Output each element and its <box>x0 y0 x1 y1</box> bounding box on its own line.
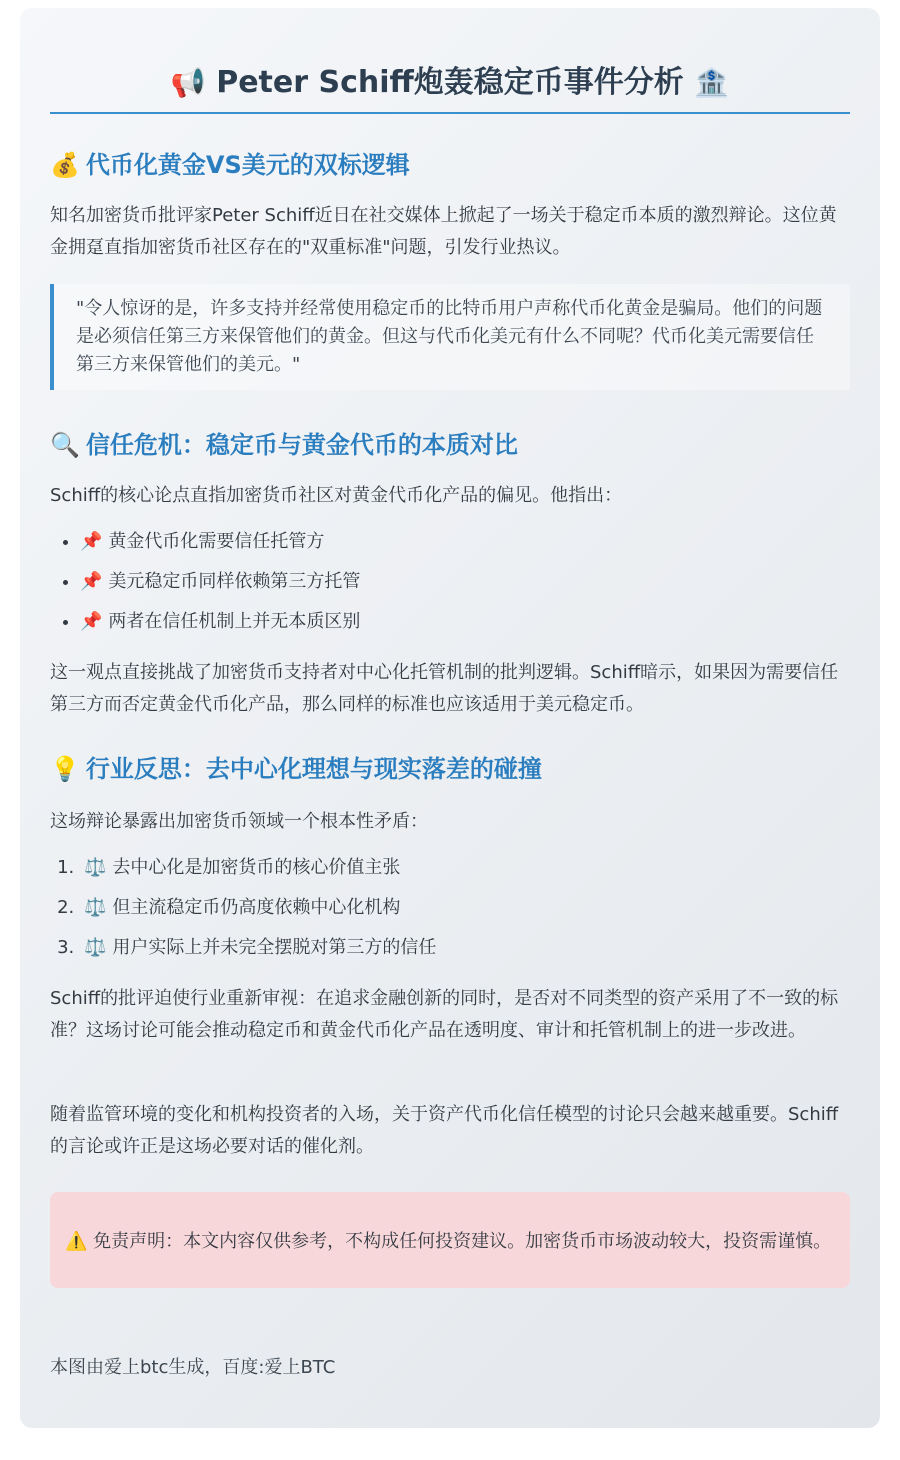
section2-heading <box>50 428 518 462</box>
section2-intro: Schiff的核心论点直指加密货币社区对黄金代币化产品的偏见。他指出： <box>50 485 623 506</box>
scales-icon: ⚖️ <box>84 937 107 958</box>
list-item <box>80 562 850 602</box>
magnifier-icon: 🔍 <box>50 431 80 459</box>
page-title-text: Peter Schiff炮轰稳定币事件分析 <box>216 65 684 100</box>
lightbulb-icon: 💡 <box>50 755 80 783</box>
list-item <box>80 602 850 642</box>
pushpin-icon: 📌 <box>80 611 103 632</box>
list-item-text: 两者在信任机制上并无本质区别 <box>108 611 361 632</box>
schiff-quote: "令人惊讶的是，许多支持并经常使用稳定币的比特币用户声称代币化黄金是骗局。他们的问题是必须信任第三方来保管他们的黄金。但这与代币化美元有什么不同呢？代币化美元需要信任第三方来保管他们的美元。" <box>50 284 850 390</box>
section2-list <box>50 522 850 642</box>
section1-paragraph: 知名加密货币批评家Peter Schiff近日在社交媒体上掀起了一场关于稳定币本质的激烈辩论。这位黄金拥趸直指加密货币社区存在的"双重标准"问题，引发行业热议。 <box>50 205 837 258</box>
disclaimer-text: 免责声明：本文内容仅供参考，不构成任何投资建议。加密货币市场波动较大，投资需谨慎。 <box>93 1231 832 1252</box>
list-item-text: 黄金代币化需要信任托管方 <box>108 531 325 552</box>
list-item-text: 美元稳定币同样依赖第三方托管 <box>108 571 361 592</box>
pushpin-icon: 📌 <box>80 571 103 592</box>
section3-paragraph1: Schiff的批评迫使行业重新审视：在追求金融创新的同时，是否对不同类型的资产采用了不一致的标准？这场讨论可能会推动稳定币和黄金代币化产品在透明度、审计和托管机制上的进一步改进。 <box>50 988 839 1041</box>
section1-heading-text: 代币化黄金VS美元的双标逻辑 <box>85 151 410 179</box>
scales-icon: ⚖️ <box>84 897 107 918</box>
section2-heading-text: 信任危机：稳定币与黄金代币的本质对比 <box>85 431 518 459</box>
section3-list <box>50 848 850 968</box>
list-item <box>80 928 850 968</box>
section3-heading-text: 行业反思：去中心化理想与现实落差的碰撞 <box>85 755 542 783</box>
pushpin-icon: 📌 <box>80 531 103 552</box>
section3-heading <box>50 752 542 786</box>
section3-intro: 这场辩论暴露出加密货币领域一个根本性矛盾： <box>50 811 428 832</box>
warning-icon: ⚠️ <box>65 1231 88 1252</box>
list-item <box>80 848 850 888</box>
money-bag-icon: 💰 <box>50 151 80 179</box>
section3-paragraph2: 随着监管环境的变化和机构投资者的入场，关于资产代币化信任模型的讨论只会越来越重要。Schiff的言论或许正是这场必要对话的催化剂。 <box>50 1104 839 1157</box>
list-item-text: 用户实际上并未完全摆脱对第三方的信任 <box>112 937 437 958</box>
section2-paragraph: 这一观点直接挑战了加密货币支持者对中心化托管机制的批判逻辑。Schiff暗示，如果因为需要信任第三方而否定黄金代币化产品，那么同样的标准也应该适用于美元稳定币。 <box>50 662 839 715</box>
list-item-text: 去中心化是加密货币的核心价值主张 <box>112 857 401 878</box>
footer-credit: 本图由爱上btc生成，百度:爱上BTC <box>50 1357 336 1378</box>
list-item-text: 但主流稳定币仍高度依赖中心化机构 <box>112 897 401 918</box>
scales-icon: ⚖️ <box>84 857 107 878</box>
megaphone-icon: 📢 <box>170 66 206 99</box>
section1-heading <box>50 148 410 182</box>
list-item <box>80 888 850 928</box>
disclaimer-box <box>50 1192 850 1288</box>
page-title <box>50 8 850 114</box>
bank-icon: 🏦 <box>694 66 730 99</box>
article-card <box>20 8 880 1428</box>
list-item <box>80 522 850 562</box>
